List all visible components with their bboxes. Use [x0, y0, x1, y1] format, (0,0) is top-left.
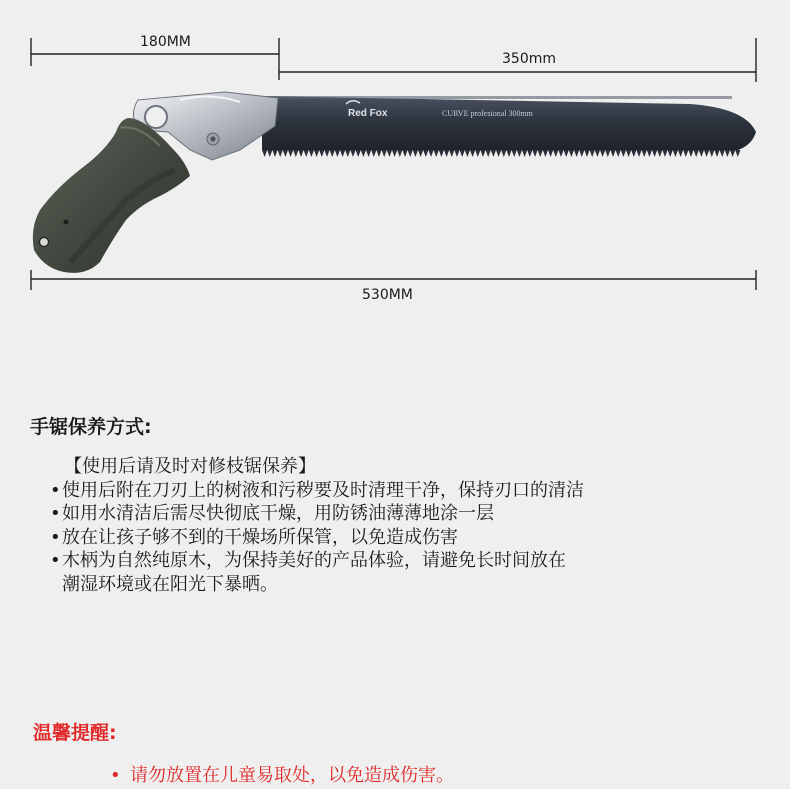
- list-item: •使用后附在刀刃上的树液和污秽要及时清理干净，保持刃口的清洁: [40, 479, 584, 503]
- care-title: 手锯保养方式:: [30, 416, 152, 438]
- bullet-icon: •: [110, 765, 121, 786]
- bullet-icon: •: [50, 526, 61, 548]
- blade-model-text: CURVE profesional 300mm: [442, 109, 533, 118]
- brand-logo-text: Red Fox: [348, 108, 388, 119]
- bullet-icon: •: [50, 503, 61, 524]
- list-item: •放在让孩子够不到的干燥场所保管，以免造成伤害: [40, 526, 584, 550]
- tips-title: 温馨提醒:: [33, 722, 117, 744]
- saw-blade: [262, 96, 756, 157]
- bullet-icon: •: [50, 479, 61, 501]
- care-subtitle: 【使用后请及时对修枝锯保养】: [64, 456, 316, 477]
- tips-item: • 请勿放置在儿童易取处，以免造成伤害。: [110, 765, 454, 786]
- total-length-label: 530MM: [362, 287, 413, 303]
- list-item: •如用水清洁后需尽快彻底干燥，用防锈油薄薄地涂一层: [40, 502, 584, 526]
- care-list: [40, 455, 584, 596]
- list-item: •木柄为自然纯原木，为保持美好的产品体验，请避免长时间放在: [40, 549, 584, 573]
- saw-illustration: [0, 0, 790, 330]
- handle-length-label: 180MM: [140, 34, 191, 50]
- blade-length-label: 350mm: [502, 51, 556, 67]
- bullet-icon: •: [50, 550, 61, 571]
- saw-handle: [33, 118, 190, 273]
- list-item-continuation: 潮湿环境或在阳光下暴晒。: [62, 573, 278, 595]
